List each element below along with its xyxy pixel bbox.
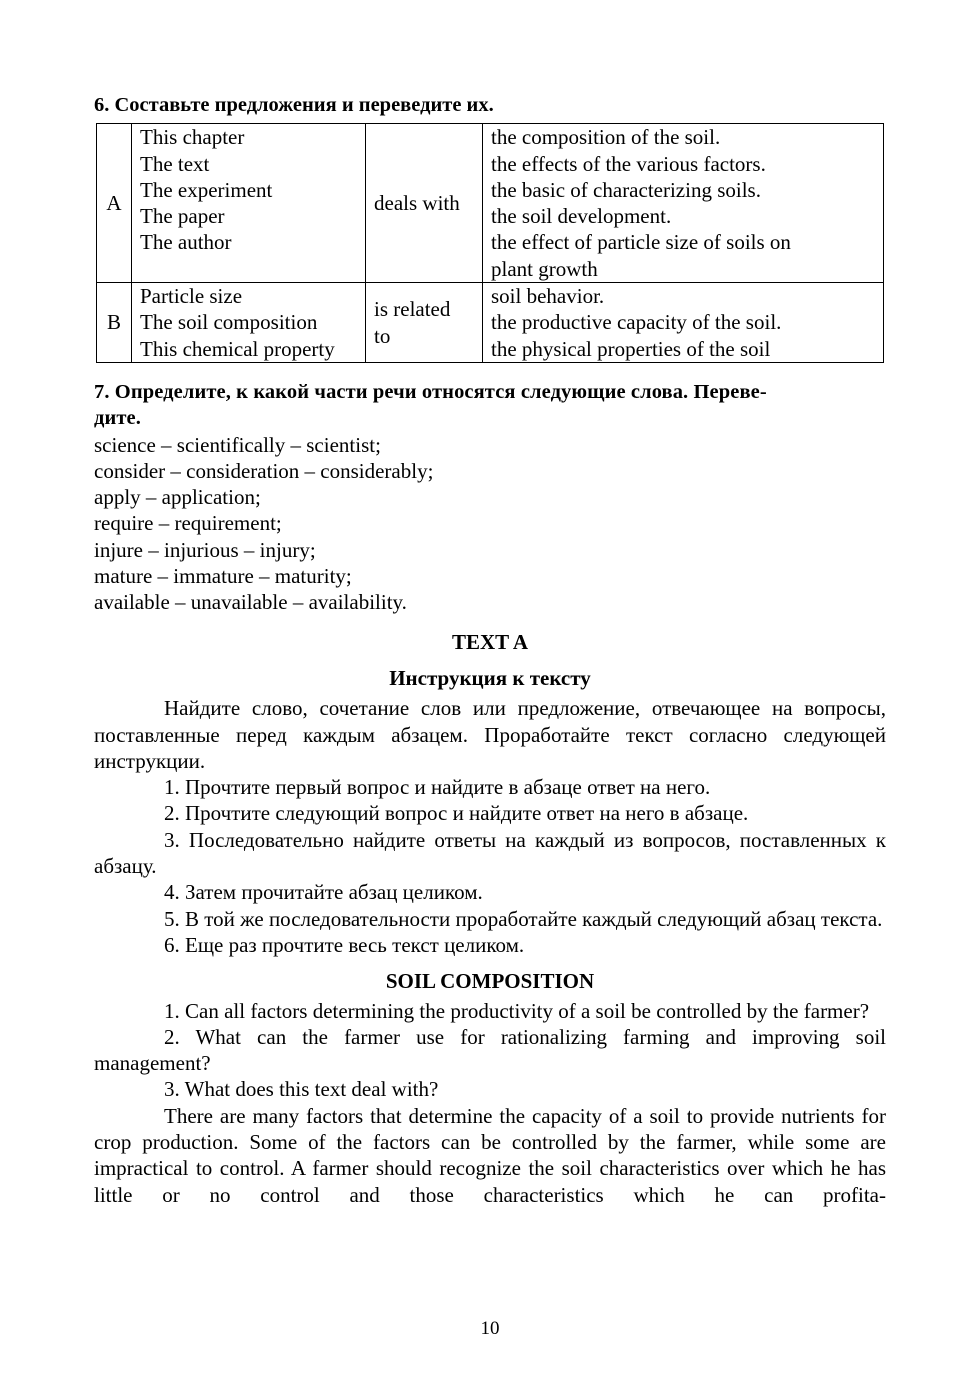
object-item: soil behavior. bbox=[491, 284, 605, 309]
instruction-intro: Найдите слово, сочетание слов или предложение, отвечающее на вопросы, поставленные перед каждым абзацем. Проработайте текст согласно следующей инструкции. bbox=[94, 696, 886, 773]
task7-heading-line2: дите. bbox=[94, 407, 141, 430]
body-paragraph: There are many factors that determine the capacity of a soil to provide nutrients for crop production. Some of the factors can be controlled by the farmer, while some are impractical to control. A farmer should recognize the soil characteristics over which he has little or no control and those characteristics which he can profita- bbox=[94, 1103, 886, 1207]
table-row bbox=[97, 124, 884, 283]
word-family: consider – consideration – considerably; bbox=[94, 458, 434, 483]
word-family: injure – injurious – injury; bbox=[94, 537, 316, 562]
task7-heading-line1: 7. Определите, к какой части речи относятся следующие слова. Переве- bbox=[94, 380, 767, 403]
object-item: the effect of particle size of soils on bbox=[491, 230, 791, 255]
instruction-step: 5. В той же последовательности проработайте каждый следующий абзац текста. bbox=[164, 906, 883, 931]
object-item: the composition of the soil. bbox=[491, 125, 721, 150]
subjects-cell bbox=[132, 283, 366, 363]
subject-item: The paper bbox=[140, 204, 225, 229]
sentence-table bbox=[96, 123, 884, 363]
page-number: 10 bbox=[480, 1318, 500, 1339]
word-family: available – unavailable – availability. bbox=[94, 590, 407, 615]
object-item: the soil development. bbox=[491, 204, 672, 229]
objects-cell bbox=[483, 283, 884, 363]
instruction-step: 1. Прочтите первый вопрос и найдите в абзаце ответ на него. bbox=[164, 775, 711, 800]
question: 3. What does this text deal with? bbox=[164, 1077, 439, 1102]
objects-cell bbox=[483, 124, 884, 283]
task7-heading bbox=[94, 379, 886, 432]
instruction-step: 2. Прочтите следующий вопрос и найдите ответ на него в абзаце. bbox=[164, 801, 749, 826]
task6-heading: 6. Составьте предложения и переведите их. bbox=[94, 94, 494, 116]
instruction-step: 3. Последовательно найдите ответы на каждый из вопросов, поставленных к абзацу. bbox=[94, 827, 886, 879]
instruction-title: Инструкция к тексту bbox=[389, 665, 591, 690]
verb-cell bbox=[366, 124, 483, 283]
row-letter: B bbox=[97, 283, 132, 363]
verb-text: to bbox=[374, 323, 391, 348]
object-item: the effects of the various factors. bbox=[491, 151, 766, 176]
subject-item: Particle size bbox=[140, 284, 243, 309]
text-a-title: TEXT A bbox=[451, 629, 529, 654]
verb-cell bbox=[366, 283, 483, 363]
subject-item: This chemical property bbox=[140, 336, 335, 361]
verb-text: deals with bbox=[374, 191, 460, 216]
word-family: science – scientifically – scientist; bbox=[94, 432, 381, 457]
question: 1. Can all factors determining the productivity of a soil be controlled by the farmer? bbox=[164, 998, 870, 1023]
subject-item: The soil composition bbox=[140, 310, 318, 335]
subject-item: The author bbox=[140, 230, 232, 255]
object-item: plant growth bbox=[491, 256, 598, 281]
table-row bbox=[97, 283, 884, 363]
subject-item: The text bbox=[140, 151, 210, 176]
subject-item: The experiment bbox=[140, 177, 273, 202]
instruction-step: 4. Затем прочитайте абзац целиком. bbox=[164, 880, 483, 905]
object-item: the basic of characterizing soils. bbox=[491, 177, 761, 202]
row-letter: A bbox=[97, 124, 132, 283]
subjects-cell bbox=[132, 124, 366, 283]
question: 2. What can the farmer use for rationalizing farming and improving soil management? bbox=[94, 1024, 886, 1076]
verb-text: is related bbox=[374, 297, 451, 322]
page-content bbox=[94, 92, 886, 1208]
word-family: require – requirement; bbox=[94, 511, 282, 536]
word-family: apply – application; bbox=[94, 485, 261, 510]
object-item: the physical properties of the soil bbox=[491, 336, 771, 361]
word-family: mature – immature – maturity; bbox=[94, 564, 352, 589]
soil-composition-title: SOIL COMPOSITION bbox=[385, 969, 595, 994]
instruction-step: 6. Еще раз прочтите весь текст целиком. bbox=[164, 932, 525, 957]
object-item: the productive capacity of the soil. bbox=[491, 310, 782, 335]
subject-item: This chapter bbox=[140, 125, 245, 150]
word-list bbox=[94, 432, 886, 616]
